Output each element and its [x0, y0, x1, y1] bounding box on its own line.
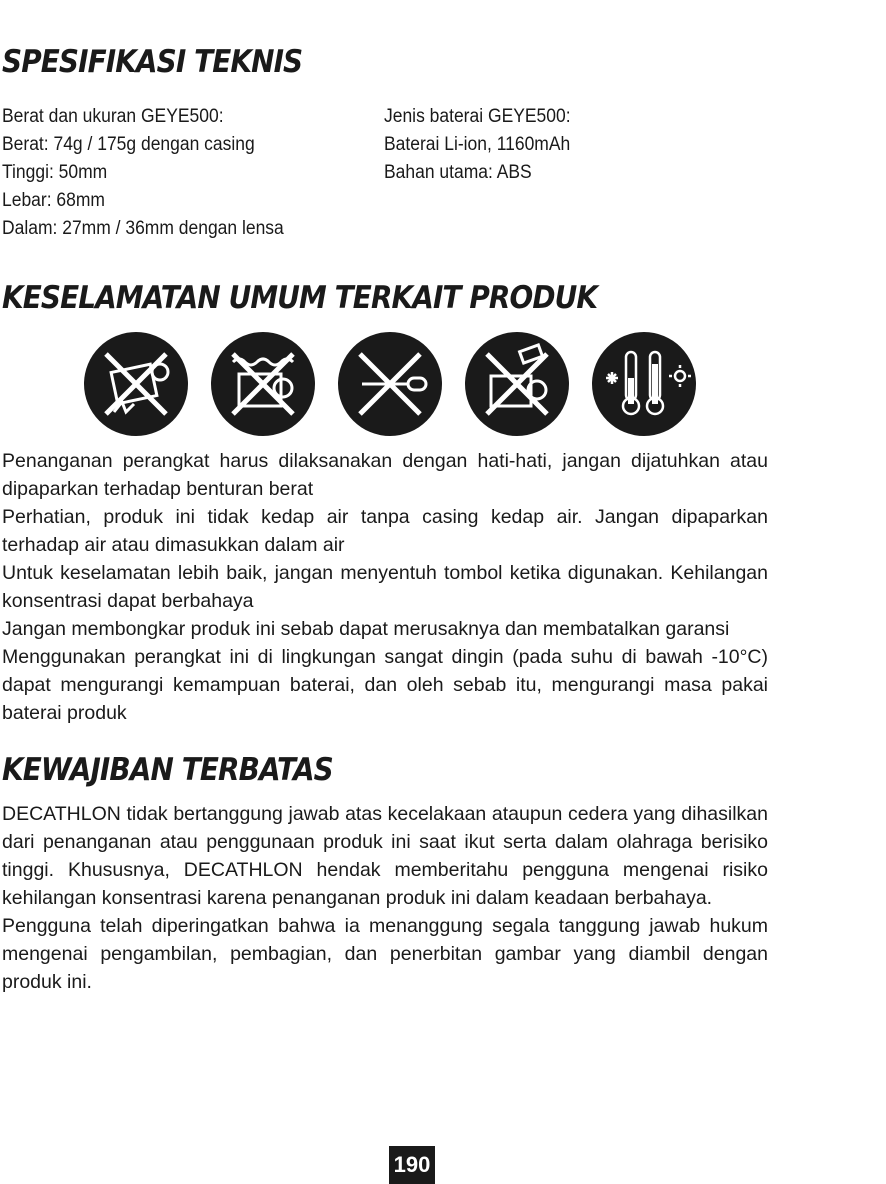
safety-heading: KESELAMATAN UMUM TERKAIT PRODUK — [2, 280, 598, 316]
safety-paragraph: Perhatian, produk ini tidak kedap air tanpa casing kedap air. Jangan dipaparkan terhadap air atau dimasukkan dalam air — [2, 506, 768, 556]
liability-heading: KEWAJIBAN TERBATAS — [2, 752, 333, 788]
liability-paragraph: DECATHLON tidak bertanggung jawab atas kecelakaan ataupun cedera yang dihasilkan dari penanganan atau penggunaan produk ini saat ikut serta dalam olahraga berisiko tinggi. Khususnya, DECATHLON hendak memberitahu pengguna mengenai risiko kehilangan konsentrasi karena penanganan produk ini dalam keadaan berbahaya. — [2, 803, 768, 909]
no-drop-icon — [84, 332, 188, 436]
spec-line: Bahan utama: ABS — [384, 162, 532, 183]
liability-text — [2, 800, 768, 996]
temperature-icon — [592, 332, 696, 436]
page-number: 190 — [389, 1146, 435, 1184]
no-disassemble-icon — [465, 332, 569, 436]
liability-paragraph: Pengguna telah diperingatkan bahwa ia menanggung segala tanggung jawab hukum mengenai pengambilan, pembagian, dan penerbitan gambar yang diambil dengan produk ini. — [2, 915, 768, 993]
safety-paragraph: Menggunakan perangkat ini di lingkungan sangat dingin (pada suhu di bawah -10°C) dapat mengurangi kemampuan baterai, dan oleh sebab itu, mengurangi masa pakai baterai produk — [2, 646, 768, 724]
no-water-icon — [211, 332, 315, 436]
no-tool-icon — [338, 332, 442, 436]
spec-line: Lebar: 68mm — [2, 190, 105, 211]
spec-right-column — [384, 103, 571, 187]
spec-left-column — [2, 103, 284, 243]
spec-line: Baterai Li-ion, 1160mAh — [384, 134, 571, 155]
spec-line: Tinggi: 50mm — [2, 162, 108, 183]
safety-icons-row — [84, 332, 696, 436]
safety-paragraph: Penanganan perangkat harus dilaksanakan dengan hati-hati, jangan dijatuhkan atau dipaparkan terhadap benturan berat — [2, 450, 768, 500]
safety-text — [2, 447, 768, 727]
spec-line: Jenis baterai GEYE500: — [384, 106, 571, 127]
safety-paragraph: Jangan membongkar produk ini sebab dapat merusaknya dan membatalkan garansi — [2, 618, 730, 640]
safety-paragraph: Untuk keselamatan lebih baik, jangan menyentuh tombol ketika digunakan. Kehilangan konsentrasi dapat berbahaya — [2, 562, 768, 612]
spec-heading: SPESIFIKASI TEKNIS — [2, 44, 303, 80]
spec-line: Dalam: 27mm / 36mm dengan lensa — [2, 218, 284, 239]
spec-line: Berat: 74g / 175g dengan casing — [2, 134, 255, 155]
spec-line: Berat dan ukuran GEYE500: — [2, 106, 224, 127]
